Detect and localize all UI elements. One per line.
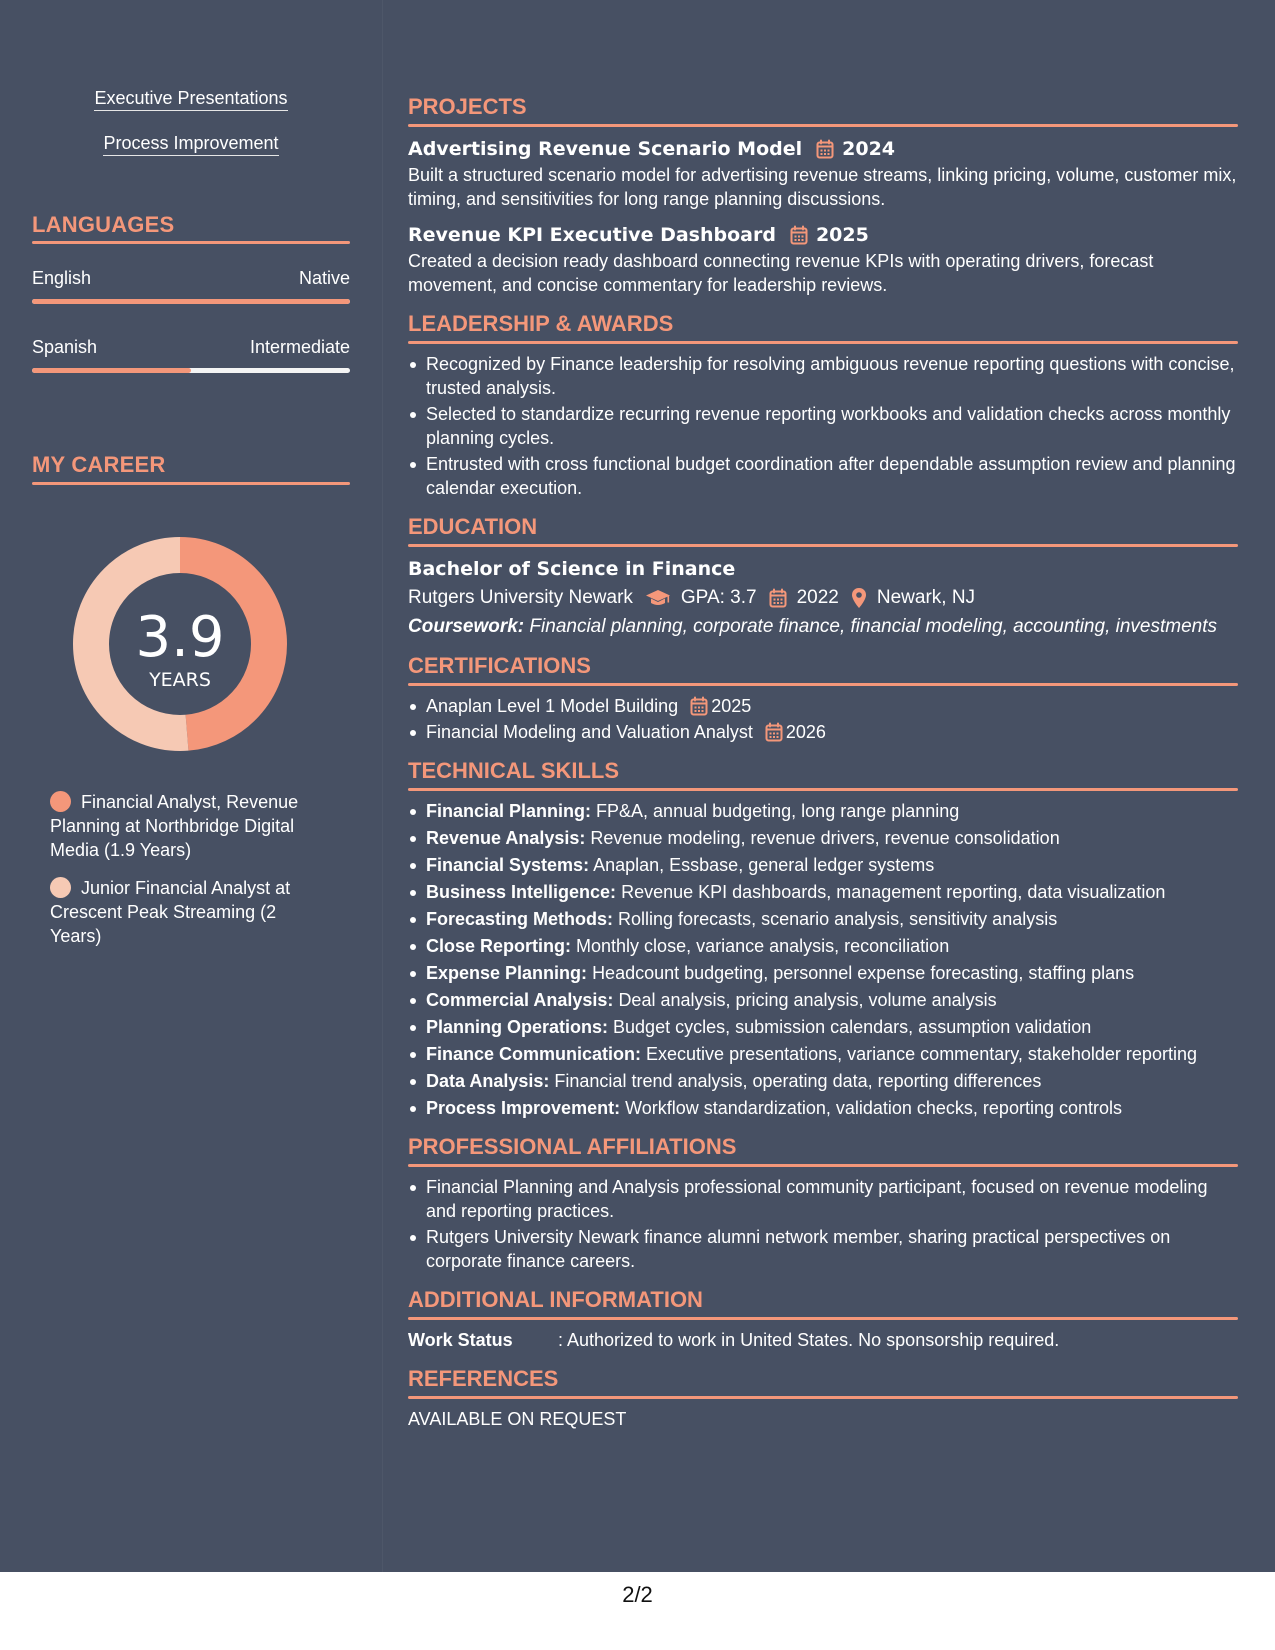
languages-heading: LANGUAGES [32, 212, 175, 237]
school-name: Rutgers University Newark [408, 587, 633, 608]
certification-year: 2025 [711, 696, 752, 716]
skill-label: Close Reporting: [426, 936, 572, 956]
list-item [408, 799, 1238, 823]
legend-dot [50, 877, 71, 898]
list-item [408, 1042, 1238, 1066]
project-year: 2024 [842, 138, 896, 160]
career-legend-item [50, 790, 320, 862]
list-item [408, 1096, 1238, 1120]
coursework [408, 615, 1238, 639]
list-item: Selected to standardize recurring revenue reporting workbooks and validation checks across monthly planning cycles. [408, 402, 1238, 450]
work-status-row [408, 1328, 1238, 1352]
list-item: Rutgers University Newark finance alumni network member, sharing practical perspectives on corporate finance careers. [408, 1225, 1238, 1273]
language-name: Spanish [32, 337, 98, 357]
coursework-text: Financial planning, corporate finance, financial modeling, accounting, investments [529, 616, 1217, 637]
skill-label: Finance Communication: [426, 1044, 642, 1064]
skill-text: Budget cycles, submission calendars, assumption validation [613, 1017, 1092, 1037]
degree-title: Bachelor of Science in Finance [408, 558, 736, 580]
section-heading: TECHNICAL SKILLS [408, 758, 620, 783]
skill-text: Revenue KPI dashboards, management reporting, data visualization [621, 882, 1166, 902]
language-row-english [32, 268, 350, 289]
coursework-label: Coursework: [408, 616, 525, 637]
skill-text: Workflow standardization, validation checks, reporting controls [625, 1098, 1123, 1118]
location-pin-icon [851, 587, 867, 609]
section-rule [408, 1164, 1238, 1167]
skill-text: Monthly close, variance analysis, reconciliation [576, 936, 950, 956]
skill-text: Deal analysis, pricing analysis, volume analysis [618, 990, 997, 1010]
section-heading: ADDITIONAL INFORMATION [408, 1287, 703, 1312]
list-item: Recognized by Finance leadership for resolving ambiguous revenue reporting questions with concise, trusted analysis. [408, 352, 1238, 400]
section-rule [408, 683, 1238, 686]
projects-section [408, 94, 1238, 297]
references-section [408, 1366, 1238, 1431]
calendar-icon [816, 139, 834, 159]
column-divider [382, 0, 383, 1572]
section-rule [408, 788, 1238, 791]
work-status-label: Work Status [408, 1330, 513, 1350]
work-status-value: : Authorized to work in United States. No sponsorship required. [558, 1330, 1060, 1350]
leadership-section [408, 311, 1238, 500]
languages-rule [32, 241, 350, 244]
list-item [408, 988, 1238, 1012]
certification-year: 2026 [785, 722, 826, 742]
language-level: Native [298, 268, 350, 288]
skill-label: Process Improvement: [426, 1098, 621, 1118]
skill-label: Commercial Analysis: [426, 990, 614, 1010]
affiliations-list [408, 1175, 1238, 1273]
language-row-spanish [32, 337, 350, 358]
project-title-row [408, 135, 1238, 163]
certification-name: Financial Modeling and Valuation Analyst [426, 722, 753, 742]
certifications-section [408, 653, 1238, 744]
language-fill [32, 299, 350, 304]
career-total-unit: YEARS [149, 669, 211, 691]
career-donut-chart [62, 526, 298, 762]
list-item [408, 934, 1238, 958]
career-total-value: 3.9 [135, 605, 225, 670]
skill-text: Rolling forecasts, scenario analysis, sensitivity analysis [618, 909, 1058, 929]
main-column [408, 94, 1238, 1445]
section-heading: PROJECTS [408, 94, 527, 119]
list-item [408, 720, 1238, 744]
career-legend-label: Financial Analyst, Revenue Planning at Northbridge Digital Media (1.9 Years) [50, 792, 299, 860]
certifications-list [408, 694, 1238, 744]
list-item [408, 853, 1238, 877]
skill-label: Executive Presentations [94, 88, 287, 111]
language-fill [32, 368, 191, 373]
skill-label: Business Intelligence: [426, 882, 617, 902]
education-location: Newark, NJ [876, 587, 976, 608]
calendar-icon [769, 588, 787, 608]
skill-label: Process Improvement [103, 133, 278, 156]
skill-text: Headcount budgeting, personnel expense forecasting, staffing plans [592, 963, 1135, 983]
project-title-row [408, 221, 1238, 249]
section-rule [408, 341, 1238, 344]
calendar-icon [765, 722, 783, 742]
section-rule [408, 1396, 1238, 1399]
additional-information-section [408, 1287, 1238, 1352]
page-number: 2/2 [622, 1582, 653, 1607]
graduation-year: 2022 [796, 587, 839, 608]
skill-label: Financial Systems: [426, 855, 590, 875]
technical-skills-list [408, 799, 1238, 1120]
section-heading: EDUCATION [408, 514, 538, 539]
skill-text: Anaplan, Essbase, general ledger systems [593, 855, 935, 875]
references-text: AVAILABLE ON REQUEST [408, 1409, 627, 1429]
project-title: Advertising Revenue Scenario Model [408, 138, 803, 160]
section-rule [408, 124, 1238, 127]
technical-skills-section [408, 758, 1238, 1120]
list-item [408, 1015, 1238, 1039]
project-description: Built a structured scenario model for advertising revenue streams, linking pricing, volume, customer mix, timing, and sensitivities for long range planning discussions. [408, 165, 1237, 209]
section-heading: REFERENCES [408, 1366, 559, 1391]
list-item [408, 826, 1238, 850]
certification-name: Anaplan Level 1 Model Building [426, 696, 679, 716]
section-rule [408, 1317, 1238, 1320]
legend-dot [50, 791, 71, 812]
affiliations-section [408, 1134, 1238, 1273]
skill-label: Expense Planning: [426, 963, 588, 983]
section-heading: CERTIFICATIONS [408, 653, 591, 678]
calendar-icon [690, 696, 708, 716]
project-title: Revenue KPI Executive Dashboard [408, 224, 776, 246]
career-heading: MY CAREER [32, 452, 166, 477]
education-section [408, 514, 1238, 639]
skill-text: Financial trend analysis, operating data, reporting differences [554, 1071, 1042, 1091]
section-heading: PROFESSIONAL AFFILIATIONS [408, 1134, 737, 1159]
list-item: Financial Planning and Analysis professional community participant, focused on revenue modeling and reporting practices. [408, 1175, 1238, 1223]
language-level: Intermediate [249, 337, 350, 357]
section-heading: LEADERSHIP & AWARDS [408, 311, 674, 336]
skill-label: Financial Planning: [426, 801, 592, 821]
skill-label: Revenue Analysis: [426, 828, 586, 848]
language-bar-spanish [32, 368, 350, 373]
career-legend-item [50, 876, 320, 948]
education-meta [408, 583, 1238, 613]
language-bar-english [32, 299, 350, 304]
leadership-list [408, 352, 1238, 500]
list-item [408, 961, 1238, 985]
list-item [408, 880, 1238, 904]
gpa: GPA: 3.7 [680, 587, 757, 608]
list-item: Entrusted with cross functional budget coordination after dependable assumption review and planning calendar execution. [408, 452, 1238, 500]
skill-link-executive-presentations[interactable] [32, 88, 350, 109]
project-description: Created a decision ready dashboard connecting revenue KPIs with operating drivers, forecast movement, and concise commentary for leadership reviews. [408, 251, 1154, 295]
graduation-cap-icon [645, 589, 671, 607]
list-item [408, 1069, 1238, 1093]
calendar-icon [790, 225, 808, 245]
list-item [408, 694, 1238, 718]
project-year: 2025 [815, 224, 869, 246]
skill-label: Planning Operations: [426, 1017, 609, 1037]
list-item [408, 907, 1238, 931]
language-name: English [32, 268, 92, 288]
section-rule [408, 544, 1238, 547]
skill-text: Revenue modeling, revenue drivers, revenue consolidation [590, 828, 1060, 848]
skill-text: Executive presentations, variance commentary, stakeholder reporting [646, 1044, 1197, 1064]
skill-link-process-improvement[interactable] [32, 133, 350, 154]
skill-label: Forecasting Methods: [426, 909, 614, 929]
career-rule [32, 482, 350, 485]
career-legend-label: Junior Financial Analyst at Crescent Peak Streaming (2 Years) [50, 878, 291, 946]
skill-label: Data Analysis: [426, 1071, 550, 1091]
skill-text: FP&A, annual budgeting, long range planning [596, 801, 960, 821]
